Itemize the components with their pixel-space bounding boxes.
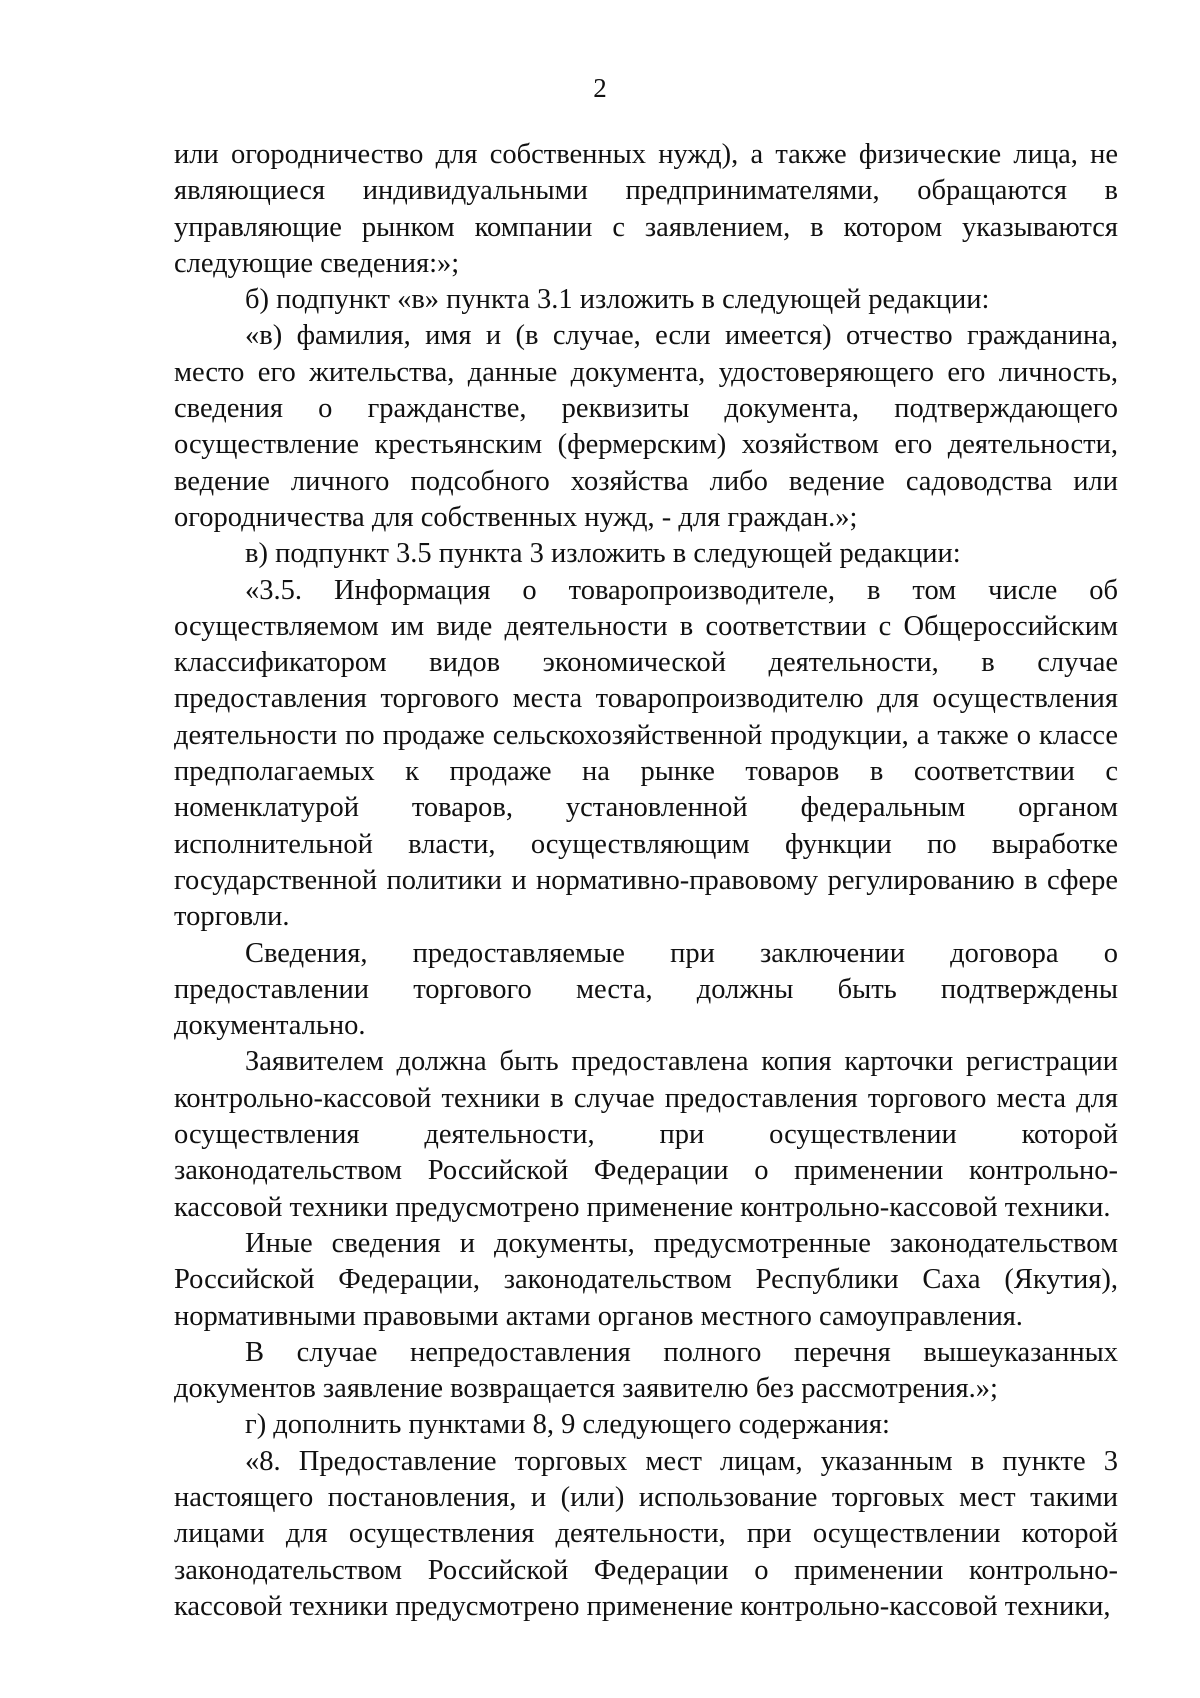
paragraph-3: «в) фамилия, имя и (в случае, если имеется) отчество гражданина, место его жительства, данные документа, удостоверяющего его личность, сведения о гражданстве, реквизиты документа, подтверждающего осуществление крестьянским (фермерским) хозяйством его деятельности, ведение личного подсобного хозяйства либо ведение садоводства или огородничества для собственных нужд, - для граждан.»; (174, 320, 1118, 533)
paragraph-1: или огородничество для собственных нужд), а также физические лица, не являющиеся индивидуальными предпринимателями, обращаются в управляющие рынком компании с заявлением, в котором указываются следующие сведения:»; (174, 139, 1118, 279)
paragraph-5: «3.5. Информация о товаропроизводителе, в том числе об осуществляемом им виде деятельности в соответствии с Общероссийским классификатором видов экономической деятельности, в случае предоставления торгового места товаропроизводителю для осуществления деятельности по продаже сельскохозяйственной продукции, а также о классе предполагаемых к продаже на рынке товаров в соответствии с номенклатурой товаров, установленной федеральным органом исполнительной власти, осуществляющим функции по выработке государственной политики и нормативно-правовому регулированию в сфере торговли. (174, 574, 1118, 933)
paragraph-10: г) дополнить пунктами 8, 9 следующего содержания: (245, 1409, 890, 1441)
paragraph-7: Заявителем должна быть предоставлена копия карточки регистрации контрольно-кассовой техники в случае предоставления торгового места для осуществления деятельности, при осуществлении которой законодательством Российской Федерации о применении контрольно-кассовой техники предусмотрено применение контрольно-кассовой техники. (174, 1046, 1118, 1223)
paragraph-11: «8. Предоставление торговых мест лицам, указанным в пункте 3 настоящего постановления, и (или) использование торговых мест такими лицами для осуществления деятельности, при осуществлении которой законодательством Российской Федерации о применении контрольно-кассовой техники предусмотрено применение контрольно-кассовой техники, (174, 1445, 1118, 1622)
paragraph-4: в) подпункт 3.5 пункта 3 изложить в следующей редакции: (245, 538, 961, 570)
paragraph-9: В случае непредоставления полного перечня вышеуказанных документов заявление возвращается заявителю без рассмотрения.»; (174, 1336, 1118, 1405)
document-body (174, 137, 1118, 1625)
paragraph-8: Иные сведения и документы, предусмотренные законодательством Российской Федерации, законодательством Республики Саха (Якутия), нормативными правовыми актами органов местного самоуправления. (174, 1227, 1118, 1332)
page-number: 2 (593, 73, 607, 103)
paragraph-2: б) подпункт «в» пункта 3.1 изложить в следующей редакции: (245, 284, 990, 316)
paragraph-6: Сведения, предоставляемые при заключении договора о предоставлении торгового места, должны быть подтверждены документально. (174, 937, 1118, 1042)
